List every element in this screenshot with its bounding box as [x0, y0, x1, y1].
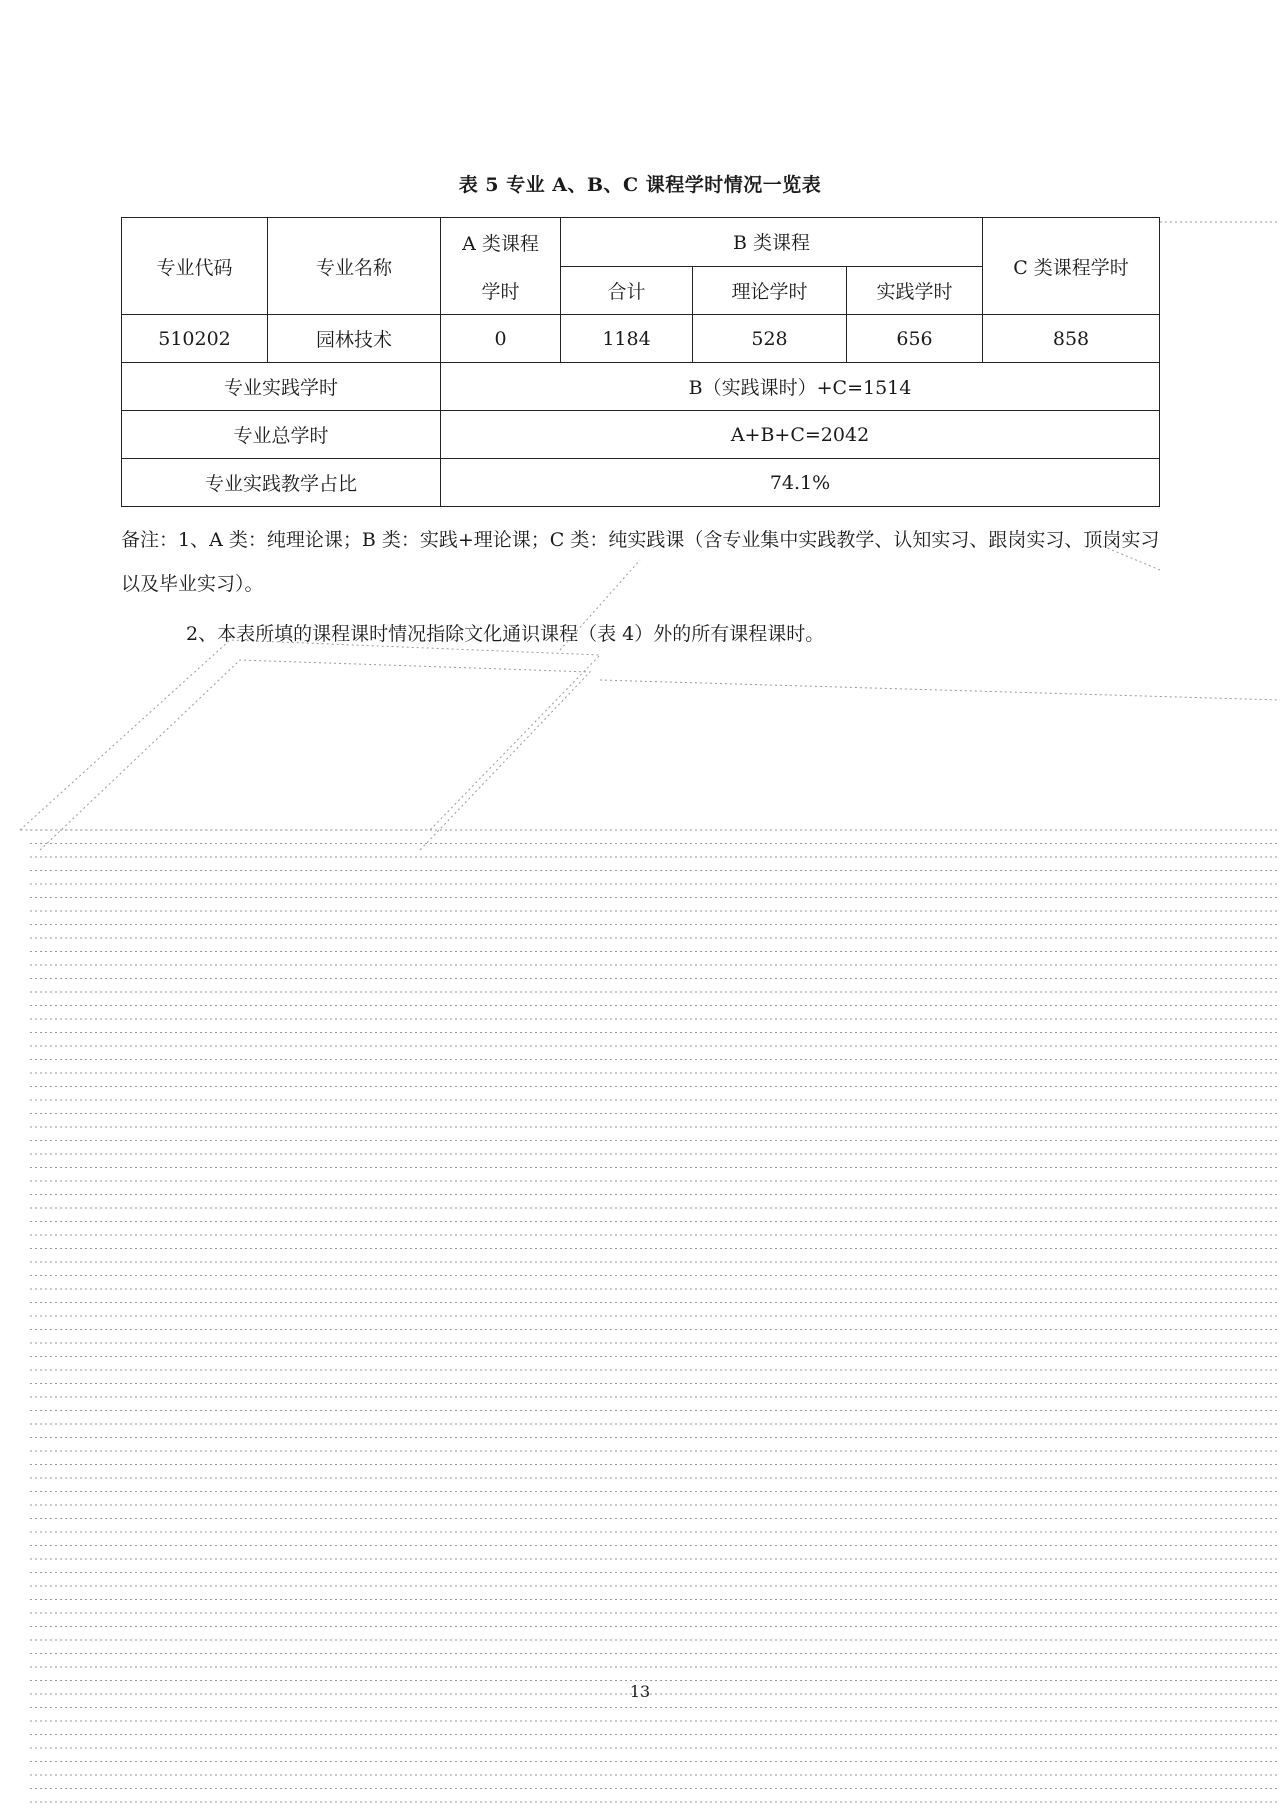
table-header-row-1	[122, 218, 1160, 267]
header-a-class-line1: A 类课程	[462, 232, 539, 255]
header-b-class: B 类课程	[561, 218, 983, 267]
cell-b-practice: 656	[847, 315, 983, 363]
summary-label: 专业总学时	[122, 411, 441, 459]
page-number: 13	[629, 1682, 651, 1701]
summary-label: 专业实践教学占比	[122, 459, 441, 507]
summary-value: 74.1%	[441, 459, 1160, 507]
header-a-class-line2: 学时	[481, 280, 520, 303]
summary-label: 专业实践学时	[122, 363, 441, 411]
header-b-practice: 实践学时	[847, 266, 983, 315]
header-b-total: 合计	[561, 266, 693, 315]
summary-row-practice-hours	[122, 363, 1160, 411]
table-data-row	[122, 315, 1160, 363]
header-major-name: 专业名称	[268, 218, 441, 315]
cell-b-total: 1184	[561, 315, 693, 363]
cell-major-code: 510202	[122, 315, 268, 363]
summary-value: A+B+C=2042	[441, 411, 1160, 459]
cell-major-name: 园林技术	[268, 315, 441, 363]
header-c-class: C 类课程学时	[983, 218, 1160, 315]
cell-c-hours: 858	[983, 315, 1160, 363]
table-title: 表 5 专业 A、B、C 课程学时情况一览表	[458, 174, 822, 196]
note-paragraph-2: 2、本表所填的课程课时情况指除文化通识课程（表 4）外的所有课程课时。	[186, 623, 825, 645]
note-paragraph-1: 备注：1、A 类：纯理论课；B 类：实践+理论课；C 类：纯实践课（含专业集中实践教学、认知实习、跟岗实习、顶岗实习以及毕业实习）。	[121, 529, 1160, 595]
summary-row-practice-ratio	[122, 459, 1160, 507]
header-b-theory: 理论学时	[693, 266, 847, 315]
cell-b-theory: 528	[693, 315, 847, 363]
header-major-code: 专业代码	[122, 218, 268, 315]
course-hours-table	[121, 217, 1160, 507]
cell-a-hours: 0	[441, 315, 561, 363]
header-a-class	[441, 218, 561, 315]
summary-row-total-hours	[122, 411, 1160, 459]
summary-value: B（实践课时）+C=1514	[441, 363, 1160, 411]
